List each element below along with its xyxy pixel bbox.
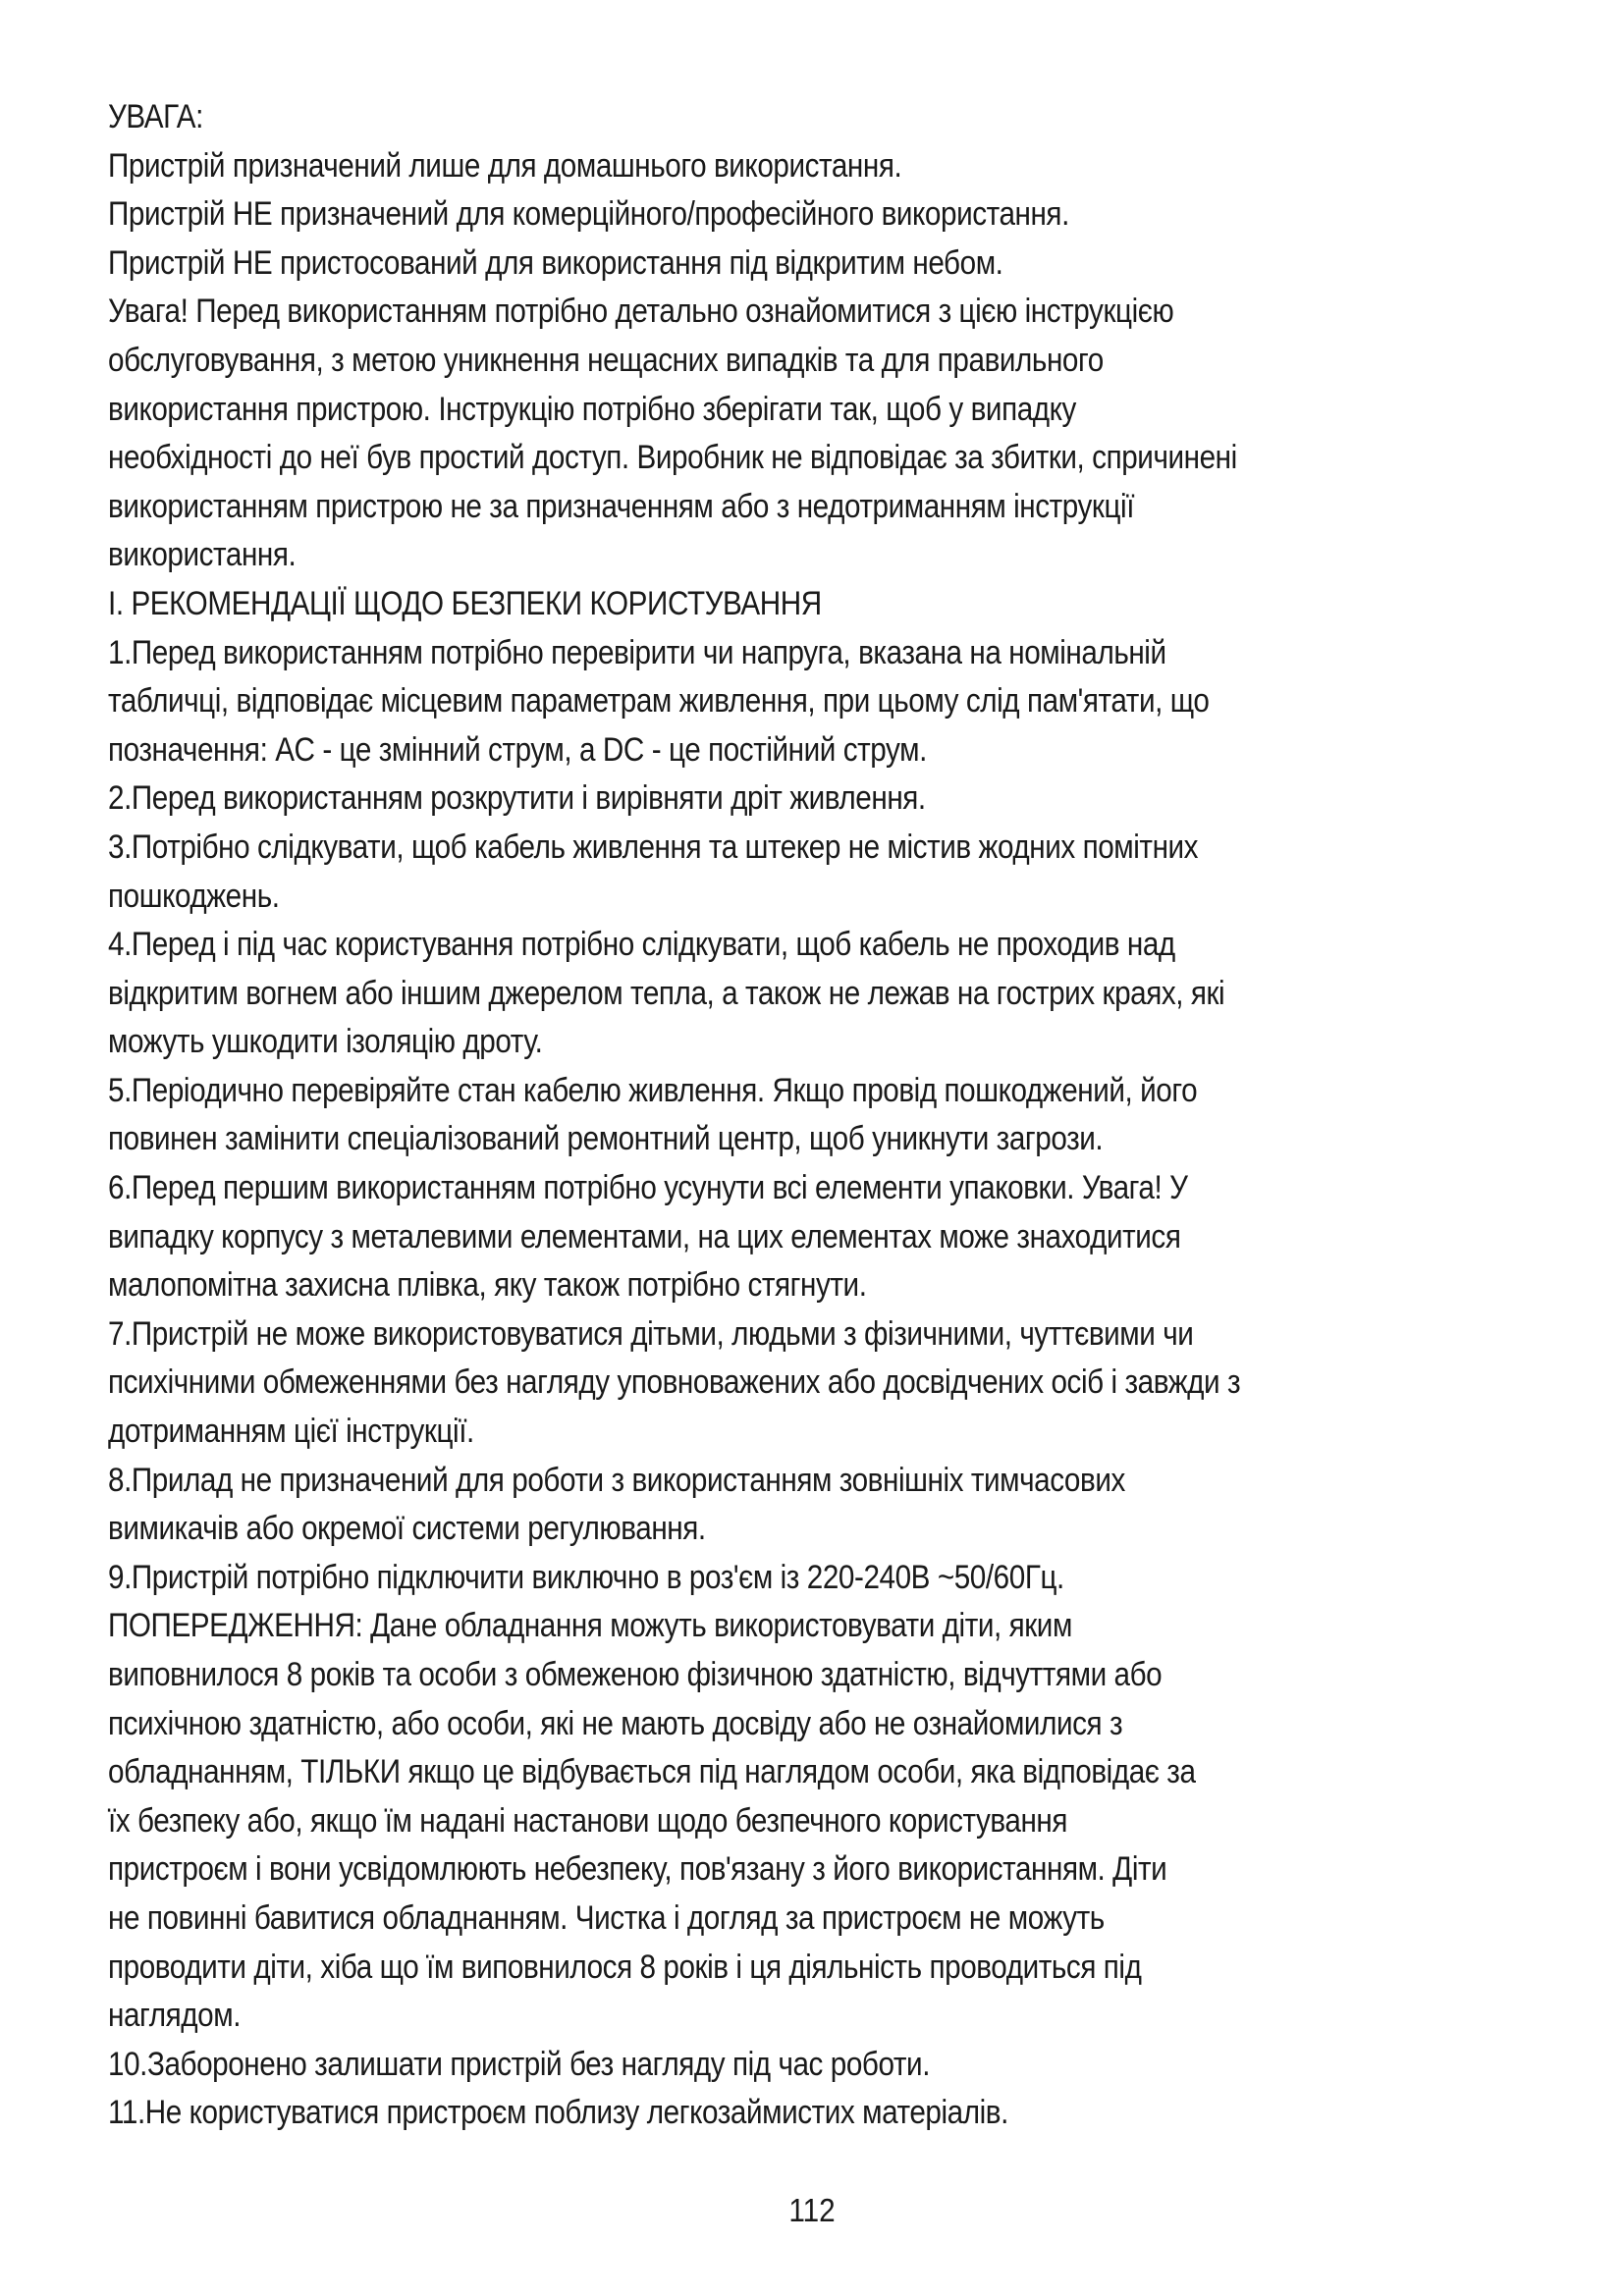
text-line: обладнанням, ТІЛЬКИ якщо це відбувається під наглядом особи, яка відповідає за	[108, 1753, 1196, 1791]
text-line: 2.Перед використанням розкрутити і вирівняти дріт живлення.	[108, 779, 926, 818]
text-line: позначення: AC - це змінний струм, а DC - це постійний струм.	[108, 730, 927, 769]
text-line: наглядом.	[108, 1997, 242, 2035]
text-line: 6.Перед першим використанням потрібно усунути всі елементи упаковки. Увага! У	[108, 1169, 1188, 1207]
text-line: пошкоджень.	[108, 877, 280, 915]
text-line: малопомітна захисна плівка, яку також потрібно стягнути.	[108, 1266, 867, 1305]
text-line: психічними обмеженнями без нагляду уповноважених або досвідчених осіб і завжди з	[108, 1363, 1241, 1402]
text-line: використанням пристрою не за призначенням або з недотриманням інструкції	[108, 487, 1135, 525]
text-line: використання.	[108, 536, 297, 574]
text-line: їх безпеку або, якщо їм надані настанови щодо безпечного користування	[108, 1801, 1068, 1840]
text-line: використання пристрою. Інструкцію потрібно зберігати так, щоб у випадку	[108, 390, 1076, 428]
text-line: обслуговування, з метою уникнення нещасних випадків та для правильного	[108, 341, 1104, 379]
text-line: випадку корпусу з металевими елементами, на цих елементах може знаходитися	[108, 1217, 1181, 1255]
text-line: пристроєм і вони усвідомлюють небезпеку, пов'язану з його використанням. Діти	[108, 1850, 1167, 1889]
text-line: психічною здатністю, або особи, які не мають досвіду або не ознайомилися з	[108, 1704, 1123, 1742]
text-line: можуть ушкодити ізоляцію дроту.	[108, 1023, 543, 1061]
text-line: 1.Перед використанням потрібно перевірити чи напруга, вказана на номінальній	[108, 633, 1166, 671]
text-line: 9.Пристрій потрібно підключити виключно в роз'єм із 220-240В ~50/60Гц.	[108, 1558, 1064, 1596]
text-line: необхідності до неї був простий доступ. Виробник не відповідає за збитки, спричинені	[108, 439, 1237, 477]
text-line: 7.Пристрій не може використовуватися дітьми, людьми з фізичними, чуттєвими чи	[108, 1314, 1194, 1353]
text-line: 3.Потрібно слідкувати, щоб кабель живлення та штекер не містив жодних помітних	[108, 828, 1199, 866]
text-line: Пристрій призначений лише для домашнього використання.	[108, 146, 902, 185]
section-heading: I. РЕКОМЕНДАЦІЇ ЩОДО БЕЗПЕКИ КОРИСТУВАННЯ	[108, 584, 822, 622]
text-line: повинен замінити спеціалізований ремонтний центр, щоб уникнути загрози.	[108, 1120, 1104, 1158]
text-line: відкритим вогнем або іншим джерелом тепла, а також не лежав на гострих краях, які	[108, 974, 1225, 1012]
document-body	[108, 93, 1542, 2138]
text-line: дотриманням цієї інструкції.	[108, 1413, 474, 1451]
text-line: 4.Перед і під час користування потрібно слідкувати, щоб кабель не проходив над	[108, 926, 1175, 964]
text-line: табличці, відповідає місцевим параметрам живлення, при цьому слід пам'ятати, що	[108, 682, 1210, 721]
text-line: 11.Не користуватися пристроєм поблизу легкозаймистих матеріалів.	[108, 2094, 1008, 2132]
text-line: вимикачів або окремої системи регулювання.	[108, 1510, 706, 1548]
text-line: Увага! Перед використанням потрібно детально ознайомитися з цією інструкцією	[108, 293, 1174, 331]
text-line: виповнилося 8 років та особи з обмеженою фізичною здатністю, відчуттями або	[108, 1656, 1163, 1693]
text-line: 10.Заборонено залишати пристрій без нагляду під час роботи.	[108, 2045, 931, 2083]
text-line: 5.Періодично перевіряйте стан кабелю живлення. Якщо провід пошкоджений, його	[108, 1071, 1198, 1109]
text-line: проводити діти, хіба що їм виповнилося 8 років і ця діяльність проводиться під	[108, 1948, 1142, 1986]
text-line: не повинні бавитися обладнанням. Чистка і догляд за пристроєм не можуть	[108, 1898, 1105, 1937]
warning-heading: УВАГА:	[108, 98, 203, 135]
page-number: 112	[788, 2192, 836, 2228]
text-line: 8.Прилад не призначений для роботи з використанням зовнішніх тимчасових	[108, 1461, 1125, 1499]
text-line: Пристрій НЕ пристосований для використання під відкритим небом.	[108, 243, 1003, 282]
text-line: Пристрій НЕ призначений для комерційного/професійного використання.	[108, 195, 1069, 234]
text-line: ПОПЕРЕДЖЕННЯ: Дане обладнання можуть використовувати діти, яким	[108, 1607, 1072, 1645]
